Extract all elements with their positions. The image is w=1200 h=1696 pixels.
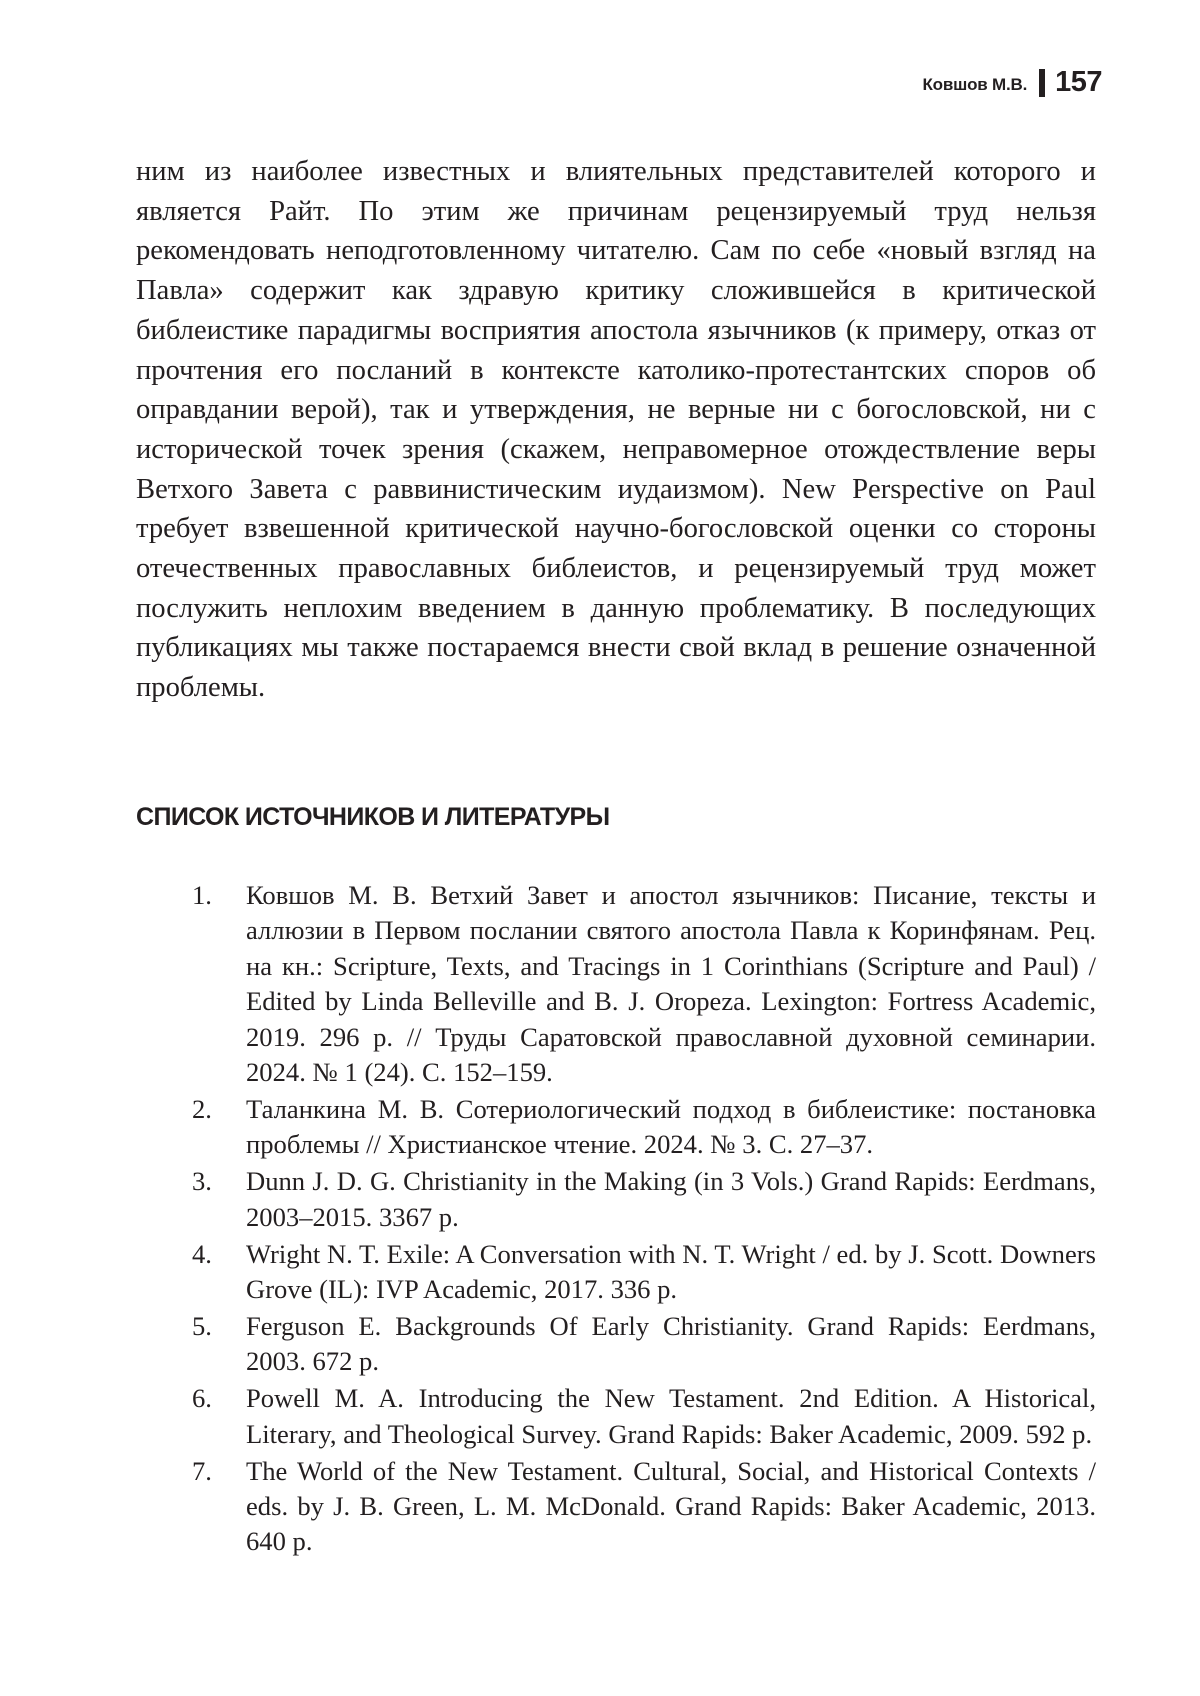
references-heading: СПИСОК ИСТОЧНИКОВ И ЛИТЕРАТУРЫ (136, 803, 610, 831)
reference-text: Ferguson E. Backgrounds Of Early Christianity. Grand Rapids: Eerdmans, 2003. 672 p. (246, 1310, 1096, 1377)
reference-number: 2. (192, 1093, 212, 1124)
running-head (922, 66, 1102, 99)
reference-text: Ковшов М. В. Ветхий Завет и апостол язычников: Писание, тексты и аллюзии в Первом послании святого апостола Павла к Коринфянам. Рец. на кн.: Scripture, Texts, and Tracings in 1 Corinthians (Scripture and Paul) / Edited by Linda Belleville and B. J. Oropeza. Lexington: Fortress Academic, 2019. 296 p. // Труды Саратовской православной духовной семинарии. 2024. № 1 (24). С. 152–159. (246, 880, 1096, 1088)
reference-item (136, 1164, 1096, 1235)
reference-item (136, 1381, 1096, 1452)
references-list (136, 878, 1096, 1561)
reference-text: Wright N. T. Exile: A Conversation with N. T. Wright / ed. by J. Scott. Downers Grove (IL): IVP Academic, 2017. 336 p. (246, 1238, 1096, 1304)
page-number: 157 (1055, 66, 1102, 98)
running-head-separator (1039, 69, 1045, 97)
reference-number: 5. (192, 1310, 212, 1341)
reference-text: The World of the New Testament. Cultural, Social, and Historical Contexts / eds. by J. B. Green, L. M. McDonald. Grand Rapids: Baker Academic, 2013. 640 p. (246, 1455, 1096, 1557)
reference-text: Powell M. A. Introducing the New Testament. 2nd Edition. A Historical, Literary, and Theological Survey. Grand Rapids: Baker Academic, 2009. 592 p. (246, 1383, 1096, 1449)
body-paragraph: ним из наиболее известных и влиятельных представителей которого и является Райт. По этим же причинам рецензируемый труд нельзя рекомендовать неподготовленному читателю. Сам по себе «новый взгляд на Павла» содержит как здравую критику сложившейся в критической библеистике парадигмы восприятия апостола язычников (к примеру, отказ от прочтения его посланий в контексте католико-протестантских споров об оправдании верой), так и утверждения, не верные ни с богословской, ни с исторической точек зрения (скажем, неправомерное отождествление веры Ветхого Завета с раввинистическим иудаизмом). New Perspective on Paul требует взвешенной критической научно-богословской оценки со стороны отечественных православных библеистов, и рецензируемый труд может послужить неплохим введением в данную проблематику. В последующих публикациях мы также постараемся внести свой вклад в решение означенной проблемы. (136, 156, 1096, 704)
reference-item (136, 1309, 1096, 1380)
reference-number: 7. (192, 1455, 212, 1486)
reference-number: 1. (192, 880, 212, 910)
reference-number: 6. (192, 1383, 212, 1414)
reference-text: Таланкина М. В. Сотериологический подход в библеистике: постановка проблемы // Христианское чтение. 2024. № 3. С. 27–37. (246, 1093, 1096, 1160)
reference-item (136, 1454, 1096, 1560)
reference-text: Dunn J. D. G. Christianity in the Making (in 3 Vols.) Grand Rapids: Eerdmans, 2003–2015. 3367 p. (246, 1166, 1096, 1232)
reference-number: 3. (192, 1166, 212, 1197)
reference-item (136, 878, 1096, 1090)
running-head-author: Ковшов М.В. (922, 75, 1028, 94)
reference-item (136, 1237, 1096, 1308)
reference-number: 4. (192, 1238, 212, 1269)
reference-item (136, 1092, 1096, 1163)
